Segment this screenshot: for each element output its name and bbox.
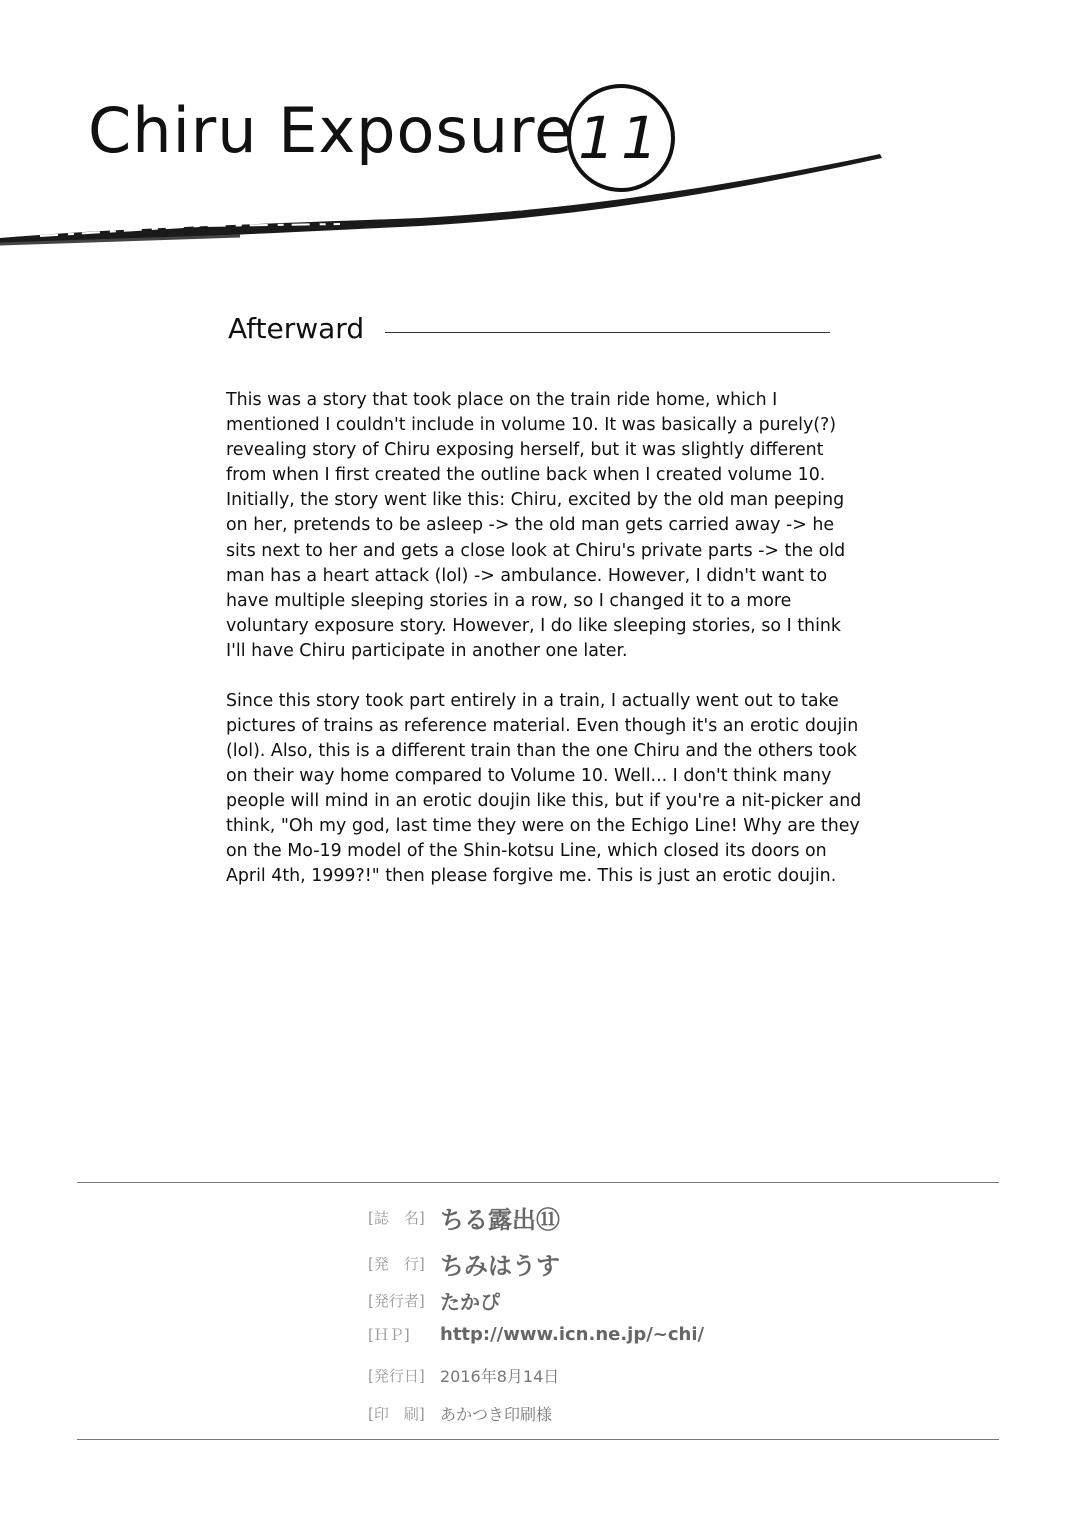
volume-number: 11 — [578, 104, 664, 172]
colophon-row-date — [368, 1364, 559, 1387]
colophon-row-issuer — [368, 1286, 500, 1315]
colophon-value: あかつき印刷様 — [440, 1405, 553, 1424]
colophon-label: [発 行] — [368, 1255, 425, 1273]
colophon-row-printer — [368, 1402, 552, 1425]
colophon-label: [印 刷] — [368, 1405, 425, 1423]
volume-number-badge — [565, 82, 677, 194]
colophon-value: 2016年8月14日 — [440, 1367, 560, 1386]
colophon-row-homepage — [368, 1324, 704, 1345]
colophon-label: [発行者] — [368, 1292, 425, 1310]
colophon-value: たかぴ — [440, 1290, 500, 1314]
colophon-label: [ＨＰ] — [368, 1326, 410, 1344]
colophon-row-title — [368, 1200, 560, 1235]
colophon-divider-bottom — [77, 1439, 999, 1440]
colophon-row-publisher — [368, 1246, 560, 1281]
section-heading: Afterward — [228, 312, 365, 345]
afterward-body — [226, 388, 866, 914]
paragraph: This was a story that took place on the train ride home, which I mentioned I couldn't include in volume 10. It was basically a purely(?) revealing story of Chiru exposing herself, but it was slightly different from when I first created the outline back when I created volume 10. Initially, the story went like this: Chiru, excited by the old man peeping on her, pretends to be asleep -> the old man gets carried away -> he sits next to her and gets a close look at Chiru's private parts -> the old man has a heart attack (lol) -> ambulance. However, I didn't want to have multiple sleeping stories in a row, so I changed it to a more voluntary exposure story. However, I do like sleeping stories, so I think I'll have Chiru participate in another one later. — [226, 390, 846, 661]
section-heading-rule — [385, 332, 830, 333]
colophon-label: [発行日] — [368, 1367, 425, 1385]
paragraph: Since this story took part entirely in a train, I actually went out to take pictures of trains as reference material. Even though it's an erotic doujin (lol). Also, this is a different train than the one Chiru and the others took on their way home compared to Volume 10. Well... I don't think many people will mind in an erotic doujin like this, but if you're a nit-picker and think, "Oh my god, last time they were on the Echigo Line! Why are they on the Mo-19 model of the Shin-kotsu Line, which closed its doors on April 4th, 1999?!" then please forgive me. This is just an erotic doujin. — [226, 690, 862, 887]
colophon-value: http://www.icn.ne.jp/~chi/ — [440, 1324, 705, 1345]
colophon-value: ちみはうす — [440, 1252, 560, 1280]
page-title: Chiru Exposure — [88, 94, 574, 167]
colophon-value: ちる露出⑪ — [440, 1206, 560, 1234]
colophon-divider-top — [77, 1182, 999, 1183]
colophon-label: [誌 名] — [368, 1209, 425, 1227]
